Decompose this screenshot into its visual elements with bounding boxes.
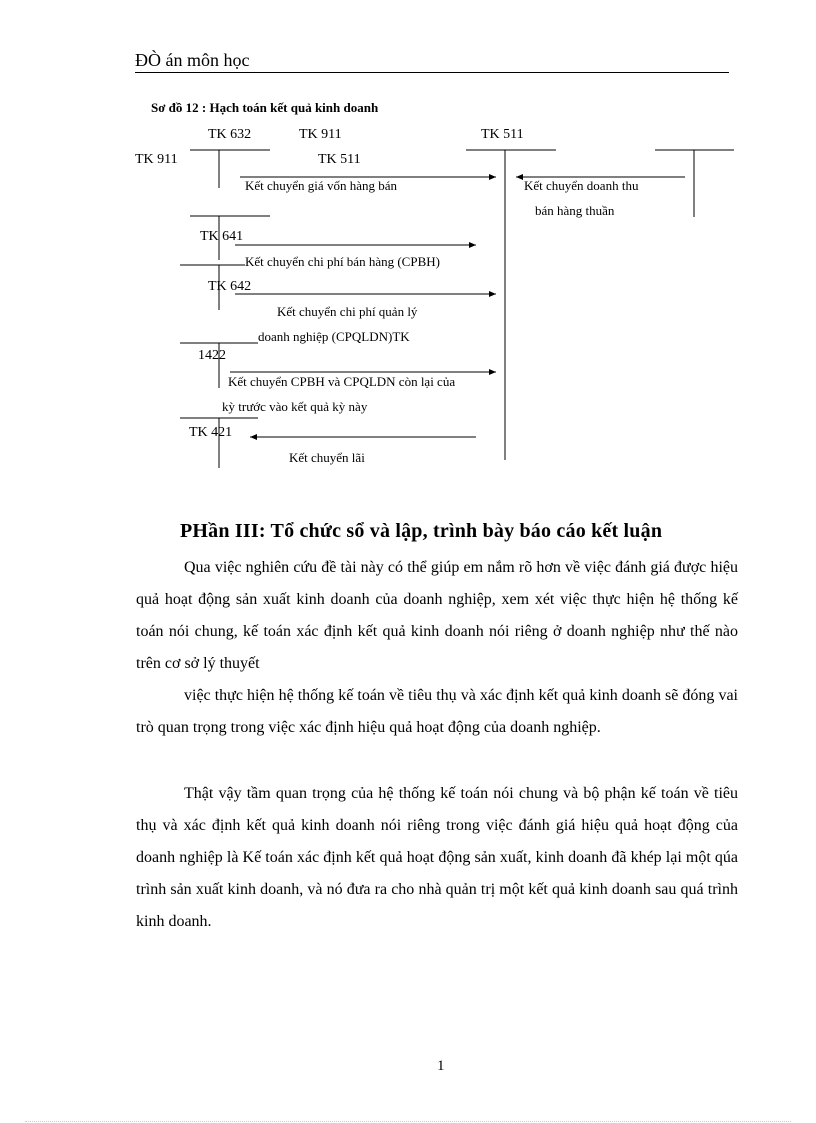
- label-tk642: TK 642: [208, 279, 252, 294]
- label-tk511-mid: TK 511: [318, 152, 361, 167]
- page-bottom-edge: [25, 1121, 791, 1122]
- diagram-title: Sơ đồ 12 : Hạch toán kết quả kinh doanh: [151, 100, 379, 115]
- label-tk632: TK 632: [208, 127, 252, 142]
- note-cost-of-goods: Kết chuyển giá vốn hàng bán: [245, 178, 397, 193]
- section-heading: PHần III: Tổ chức sổ và lập, trình bày báo cáo kết luận: [180, 520, 663, 542]
- label-tk911-top: TK 911: [299, 127, 342, 142]
- label-tk1422: 1422: [198, 348, 226, 363]
- t-account-diagram: [0, 0, 816, 500]
- paragraph-1: Qua việc nghiên cứu đề tài này có thể giúp em nắm rõ hơn về việc đánh giá được hiệu quả hoạt động sản xuất kinh doanh của doanh nghiệp, xem xét việc thực hiện hệ thống kế toán nói chung, kế toán xác định kết quả kinh doanh nói riêng ở doanh nghiệp như thế nào trên cơ sở lý thuyết: [136, 559, 738, 672]
- label-tk641: TK 641: [200, 229, 244, 244]
- note-profit: Kết chuyển lãi: [289, 450, 365, 465]
- label-tk421: TK 421: [189, 425, 233, 440]
- note-admin-line2: doanh nghiệp (CPQLDN)TK: [258, 329, 410, 344]
- note-selling-expense: Kết chuyển chi phí bán hàng (CPBH): [245, 254, 440, 269]
- document-header-title: ĐÒ án môn học: [135, 50, 250, 70]
- page-number: 1: [437, 1058, 445, 1074]
- note-carryover-line2: kỳ trước vào kết quả kỳ này: [222, 399, 368, 414]
- label-tk511-top: TK 511: [481, 127, 524, 142]
- note-admin-line1: Kết chuyển chi phí quản lý: [277, 304, 418, 319]
- note-revenue-line2: bán hàng thuần: [535, 203, 615, 218]
- paragraph-2: việc thực hiện hệ thống kế toán về tiêu thụ và xác định kết quả kinh doanh sẽ đóng vai trò quan trọng trong việc xác định hiệu quả hoạt động của doanh nghiệp.: [136, 687, 738, 736]
- note-revenue-line1: Kết chuyển doanh thu: [524, 178, 639, 193]
- paragraph-3: Thật vậy tầm quan trọng của hệ thống kế toán nói chung và bộ phận kế toán về tiêu thụ và xác định kết quả kinh doanh nói riêng trong việc đánh giá hiệu quả hoạt động của doanh nghiệp là Kế toán xác định kết quả hoạt động sản xuất, kinh doanh đã khép lại một qúa trình sản xuất kinh doanh, và nó đưa ra cho nhà quản trị một kết quả kinh doanh sau quá trình kinh doanh.: [136, 785, 738, 930]
- label-tk911-left: TK 911: [135, 152, 178, 167]
- note-carryover-line1: Kết chuyển CPBH và CPQLDN còn lại của: [228, 374, 456, 389]
